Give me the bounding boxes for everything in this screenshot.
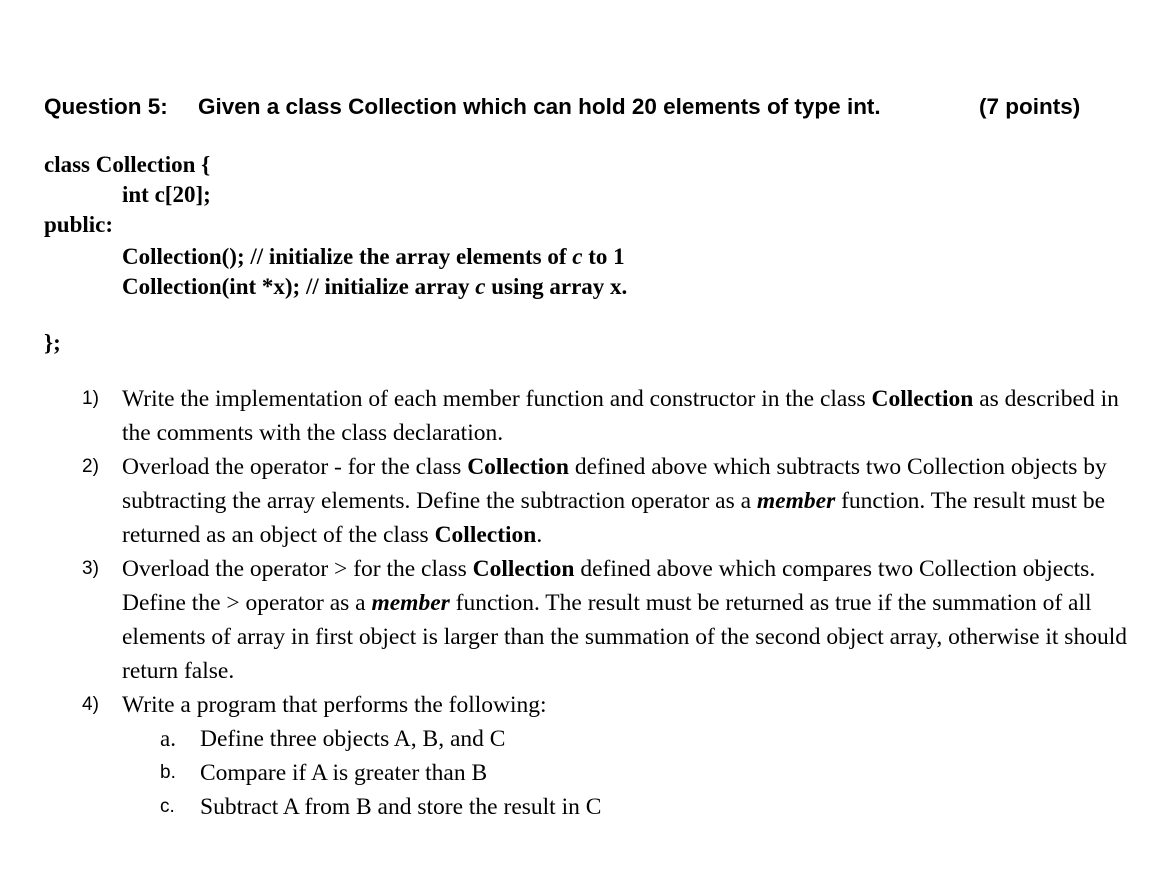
- code-line-member: int c[20];: [122, 182, 211, 207]
- code-line-class-decl: class Collection {: [44, 152, 211, 177]
- task-item: [82, 552, 1142, 688]
- task-bold-term: Collection: [467, 454, 570, 480]
- code-var-c: c: [572, 244, 583, 269]
- task-bold-term: Collection: [472, 556, 575, 582]
- task-text: Write the implementation of each member function and constructor in the class: [122, 386, 872, 412]
- code-line-close: };: [44, 330, 61, 355]
- task-item: [82, 382, 1142, 450]
- code-line-default-ctor: [122, 242, 625, 272]
- task-text: Overload the operator > for the class: [122, 556, 473, 582]
- code-line-public: public:: [44, 212, 114, 237]
- task-number: 1): [82, 388, 99, 409]
- task-text: defined above which subtracts two Collection objects by subtracting the array elements. Define the subtraction operator as a: [122, 454, 1107, 514]
- task-number: 4): [82, 694, 99, 715]
- subtask-letter: a.: [160, 726, 176, 751]
- code-default-ctor-end: to 1: [582, 244, 625, 269]
- task-text: Write a program that performs the following:: [122, 692, 547, 718]
- question-points: (7 points): [979, 94, 1081, 119]
- code-default-ctor-text: Collection(); // initialize the array elements of: [122, 244, 573, 269]
- code-var-c: c: [475, 274, 486, 299]
- task-bold-term: Collection: [871, 386, 974, 412]
- task-item: [82, 450, 1142, 552]
- task-emphasis: member: [371, 590, 450, 616]
- task-text: defined above which compares two Collection objects. Define the > operator as a: [122, 556, 1096, 616]
- question-label: Question 5:: [44, 94, 168, 119]
- code-line-array-ctor: [122, 272, 627, 302]
- subtask-item: [82, 790, 1142, 824]
- task-emphasis: member: [756, 488, 836, 514]
- subtask-letter: c.: [160, 796, 175, 817]
- question-text: Given a class Collection which can hold 20 elements of type int.: [198, 94, 881, 119]
- subtask-letter: b.: [160, 762, 176, 783]
- task-text: function. The result must be returned as an object of the class: [122, 488, 1106, 548]
- subtask-text: Subtract A from B and store the result in C: [200, 794, 602, 820]
- task-item: [82, 688, 1142, 722]
- task-bold-term: Collection: [434, 522, 537, 548]
- task-text: Overload the operator - for the class: [122, 454, 468, 480]
- subtask-text: Compare if A is greater than B: [200, 760, 488, 786]
- task-number: 2): [82, 456, 99, 477]
- task-number: 3): [82, 558, 99, 579]
- task-list: [82, 382, 1142, 824]
- subtask-text: Define three objects A, B, and C: [200, 726, 506, 752]
- task-text: function. The result must be returned as true if the summation of all elements of array in first object is larger than the summation of the second object array, otherwise it should return false.: [122, 590, 1127, 684]
- task-text: as described in the comments with the class declaration.: [122, 386, 1119, 446]
- task-text: .: [536, 522, 543, 548]
- subtask-item: [82, 756, 1142, 790]
- code-array-ctor-text: Collection(int *x); // initialize array: [122, 274, 476, 299]
- code-array-ctor-end: using array x.: [485, 274, 628, 299]
- subtask-item: [82, 722, 1142, 756]
